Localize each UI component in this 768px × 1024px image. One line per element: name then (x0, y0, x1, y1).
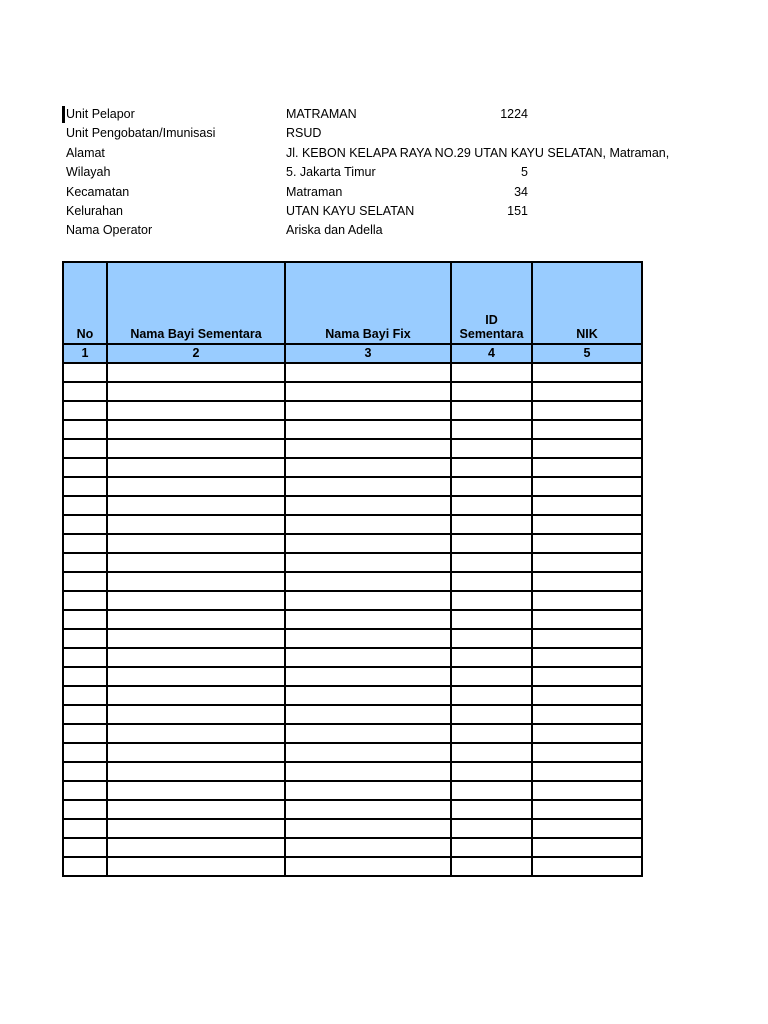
table-cell[interactable] (451, 363, 532, 382)
table-row (63, 648, 642, 667)
table-cell[interactable] (107, 800, 285, 819)
table-row (63, 800, 642, 819)
table-cell[interactable] (63, 439, 107, 458)
table-cell[interactable] (107, 743, 285, 762)
table-cell[interactable] (63, 553, 107, 572)
table-cell[interactable] (107, 382, 285, 401)
table-row (63, 420, 642, 439)
table-cell[interactable] (63, 572, 107, 591)
table-cell[interactable] (285, 648, 451, 667)
table-cell[interactable] (451, 420, 532, 439)
table-cell[interactable] (285, 401, 451, 420)
table-row (63, 686, 642, 705)
table-cell[interactable] (451, 439, 532, 458)
table-cell[interactable] (451, 591, 532, 610)
table-cell[interactable] (532, 667, 642, 686)
table-cell[interactable] (532, 534, 642, 553)
table-row (63, 591, 642, 610)
table-cell[interactable] (107, 762, 285, 781)
table-row (63, 515, 642, 534)
table-row (63, 743, 642, 762)
table-cell[interactable] (451, 515, 532, 534)
table-cell[interactable] (451, 686, 532, 705)
table-row (63, 458, 642, 477)
table-cell[interactable] (107, 496, 285, 515)
header-nik[interactable]: NIK (532, 262, 642, 344)
info-value: UTAN KAYU SELATAN (286, 203, 415, 218)
table-cell[interactable] (107, 781, 285, 800)
table-cell[interactable] (532, 439, 642, 458)
table-row (63, 819, 642, 838)
table-cell[interactable] (451, 800, 532, 819)
table-cell[interactable] (107, 591, 285, 610)
table-cell[interactable] (107, 686, 285, 705)
table-cell[interactable] (63, 667, 107, 686)
header-nama-bayi-sementara[interactable]: Nama Bayi Sementara (107, 262, 285, 344)
table-cell[interactable] (285, 819, 451, 838)
info-row-unit-pelapor (66, 105, 666, 124)
table-cell[interactable] (107, 534, 285, 553)
table-cell[interactable] (532, 705, 642, 724)
table-cell[interactable] (285, 477, 451, 496)
table-cell[interactable] (532, 724, 642, 743)
table-cell[interactable] (451, 743, 532, 762)
table-cell[interactable] (63, 743, 107, 762)
table-number-row (63, 344, 642, 363)
table-cell[interactable] (451, 781, 532, 800)
table-cell[interactable] (532, 857, 642, 876)
table-cell[interactable] (285, 515, 451, 534)
table-cell[interactable] (532, 496, 642, 515)
info-value: MATRAMAN (286, 107, 357, 121)
table-row (63, 572, 642, 591)
table-cell[interactable] (532, 382, 642, 401)
table-cell[interactable] (451, 838, 532, 857)
table-cell[interactable] (63, 458, 107, 477)
table-cell[interactable] (63, 534, 107, 553)
info-label: Unit Pelapor (66, 107, 135, 121)
column-number[interactable]: 1 (63, 344, 107, 363)
table-cell[interactable] (285, 496, 451, 515)
info-label: Alamat (66, 145, 105, 160)
table-cell[interactable] (63, 401, 107, 420)
table-cell[interactable] (63, 610, 107, 629)
table-cell[interactable] (451, 534, 532, 553)
table-cell[interactable] (63, 629, 107, 648)
table-cell[interactable] (63, 591, 107, 610)
header-nama-bayi-fix[interactable]: Nama Bayi Fix (285, 262, 451, 344)
table-cell[interactable] (532, 648, 642, 667)
table-cell[interactable] (63, 857, 107, 876)
table-cell[interactable] (285, 686, 451, 705)
table-cell[interactable] (285, 629, 451, 648)
table-cell[interactable] (532, 401, 642, 420)
table-cell[interactable] (451, 857, 532, 876)
table-cell[interactable] (63, 382, 107, 401)
table-row (63, 382, 642, 401)
table-cell[interactable] (285, 439, 451, 458)
info-label: Kecamatan (66, 184, 130, 199)
table-cell[interactable] (63, 781, 107, 800)
table-cell[interactable] (107, 553, 285, 572)
info-value: Matraman (286, 184, 343, 199)
table-cell[interactable] (63, 496, 107, 515)
table-cell[interactable] (107, 363, 285, 382)
table-cell[interactable] (451, 496, 532, 515)
table-cell[interactable] (107, 857, 285, 876)
table-cell[interactable] (451, 819, 532, 838)
table-cell[interactable] (532, 819, 642, 838)
table-cell[interactable] (532, 781, 642, 800)
info-row-kecamatan (66, 183, 666, 202)
table-cell[interactable] (532, 743, 642, 762)
table-row (63, 610, 642, 629)
table-cell[interactable] (285, 667, 451, 686)
info-value: 5. Jakarta Timur (286, 165, 376, 180)
header-id-sementara[interactable]: ID Sementara (451, 262, 532, 344)
table-cell[interactable] (532, 762, 642, 781)
table-cell[interactable] (532, 458, 642, 477)
table-cell[interactable] (532, 572, 642, 591)
table-cell[interactable] (451, 667, 532, 686)
table-cell[interactable] (63, 705, 107, 724)
table-cell[interactable] (285, 591, 451, 610)
table-cell[interactable] (63, 838, 107, 857)
table-cell[interactable] (285, 800, 451, 819)
table-cell[interactable] (532, 420, 642, 439)
info-row-unit-pengobatan (66, 124, 666, 143)
table-cell[interactable] (63, 477, 107, 496)
info-value: RSUD (286, 126, 322, 141)
info-code: 34 (514, 184, 528, 199)
table-row (63, 724, 642, 743)
table-cell[interactable] (285, 781, 451, 800)
table-cell[interactable] (451, 572, 532, 591)
table-row (63, 363, 642, 382)
table-cell[interactable] (107, 572, 285, 591)
table-cell[interactable] (107, 401, 285, 420)
table-row (63, 781, 642, 800)
table-row (63, 439, 642, 458)
table-row (63, 629, 642, 648)
table-cell[interactable] (107, 724, 285, 743)
table-cell[interactable] (532, 800, 642, 819)
table-cell[interactable] (63, 724, 107, 743)
table-cell[interactable] (285, 553, 451, 572)
table-cell[interactable] (532, 363, 642, 382)
table-cell[interactable] (532, 610, 642, 629)
table-cell[interactable] (451, 610, 532, 629)
table-cell[interactable] (63, 515, 107, 534)
table-row (63, 705, 642, 724)
table-row (63, 857, 642, 876)
table-row (63, 838, 642, 857)
table-row (63, 401, 642, 420)
table-row (63, 667, 642, 686)
info-value: Jl. KEBON KELAPA RAYA NO.29 UTAN KAYU SELATAN, Matraman, (286, 145, 670, 160)
table-cell[interactable] (451, 705, 532, 724)
table-cell[interactable] (532, 477, 642, 496)
table-row (63, 762, 642, 781)
table-cell[interactable] (107, 610, 285, 629)
table-row (63, 477, 642, 496)
info-row-kelurahan (66, 202, 666, 221)
table-cell[interactable] (107, 819, 285, 838)
table-cell[interactable] (285, 420, 451, 439)
table-body (63, 363, 642, 876)
table-cell[interactable] (532, 838, 642, 857)
table-row (63, 553, 642, 572)
table-cell[interactable] (63, 762, 107, 781)
column-number[interactable]: 3 (285, 344, 451, 363)
table-cell[interactable] (107, 648, 285, 667)
table-cell[interactable] (285, 838, 451, 857)
table-cell[interactable] (451, 477, 532, 496)
info-block (66, 105, 670, 241)
table-cell[interactable] (285, 762, 451, 781)
data-table (62, 261, 643, 877)
table-cell[interactable] (532, 591, 642, 610)
table-cell[interactable] (107, 477, 285, 496)
table-cell[interactable] (285, 534, 451, 553)
table-cell[interactable] (285, 363, 451, 382)
info-value: Ariska dan Adella (286, 223, 383, 238)
table-cell[interactable] (63, 819, 107, 838)
column-number[interactable]: 4 (451, 344, 532, 363)
info-label: Nama Operator (66, 223, 153, 238)
table-cell[interactable] (285, 724, 451, 743)
table-cell[interactable] (285, 743, 451, 762)
table-cell[interactable] (63, 420, 107, 439)
table-cell[interactable] (107, 515, 285, 534)
table-cell[interactable] (451, 724, 532, 743)
table-cell[interactable] (285, 572, 451, 591)
info-code: 151 (507, 203, 528, 218)
table-cell[interactable] (285, 382, 451, 401)
table-cell[interactable] (63, 363, 107, 382)
table-cell[interactable] (285, 610, 451, 629)
table-cell[interactable] (285, 857, 451, 876)
table-cell[interactable] (107, 420, 285, 439)
table-cell[interactable] (451, 458, 532, 477)
table-cell[interactable] (107, 629, 285, 648)
table-cell[interactable] (451, 401, 532, 420)
table-cell[interactable] (285, 458, 451, 477)
table-cell[interactable] (532, 553, 642, 572)
cell-cursor (62, 106, 65, 123)
table-cell[interactable] (107, 667, 285, 686)
column-number[interactable]: 5 (532, 344, 642, 363)
table-cell[interactable] (63, 648, 107, 667)
table-cell[interactable] (107, 439, 285, 458)
table-row (63, 534, 642, 553)
info-code: 5 (521, 165, 528, 180)
table-header-row (63, 262, 642, 344)
table-cell[interactable] (532, 629, 642, 648)
header-no[interactable]: No (63, 262, 107, 344)
table-cell[interactable] (451, 762, 532, 781)
info-row-alamat (66, 144, 670, 163)
info-row-nama-operator (66, 221, 666, 240)
table-row (63, 496, 642, 515)
column-number[interactable]: 2 (107, 344, 285, 363)
info-label: Unit Pengobatan/Imunisasi (66, 126, 216, 141)
table-cell[interactable] (107, 705, 285, 724)
table-cell[interactable] (63, 800, 107, 819)
table-cell[interactable] (451, 382, 532, 401)
info-label: Kelurahan (66, 203, 123, 218)
table-cell[interactable] (63, 686, 107, 705)
info-label: Wilayah (66, 165, 111, 180)
table-cell[interactable] (451, 629, 532, 648)
table-cell[interactable] (107, 458, 285, 477)
table-cell[interactable] (285, 705, 451, 724)
info-row-wilayah (66, 163, 666, 182)
table-cell[interactable] (532, 686, 642, 705)
table-cell[interactable] (451, 648, 532, 667)
info-code: 1224 (500, 107, 528, 121)
table-cell[interactable] (451, 553, 532, 572)
table-cell[interactable] (107, 838, 285, 857)
table-cell[interactable] (532, 515, 642, 534)
